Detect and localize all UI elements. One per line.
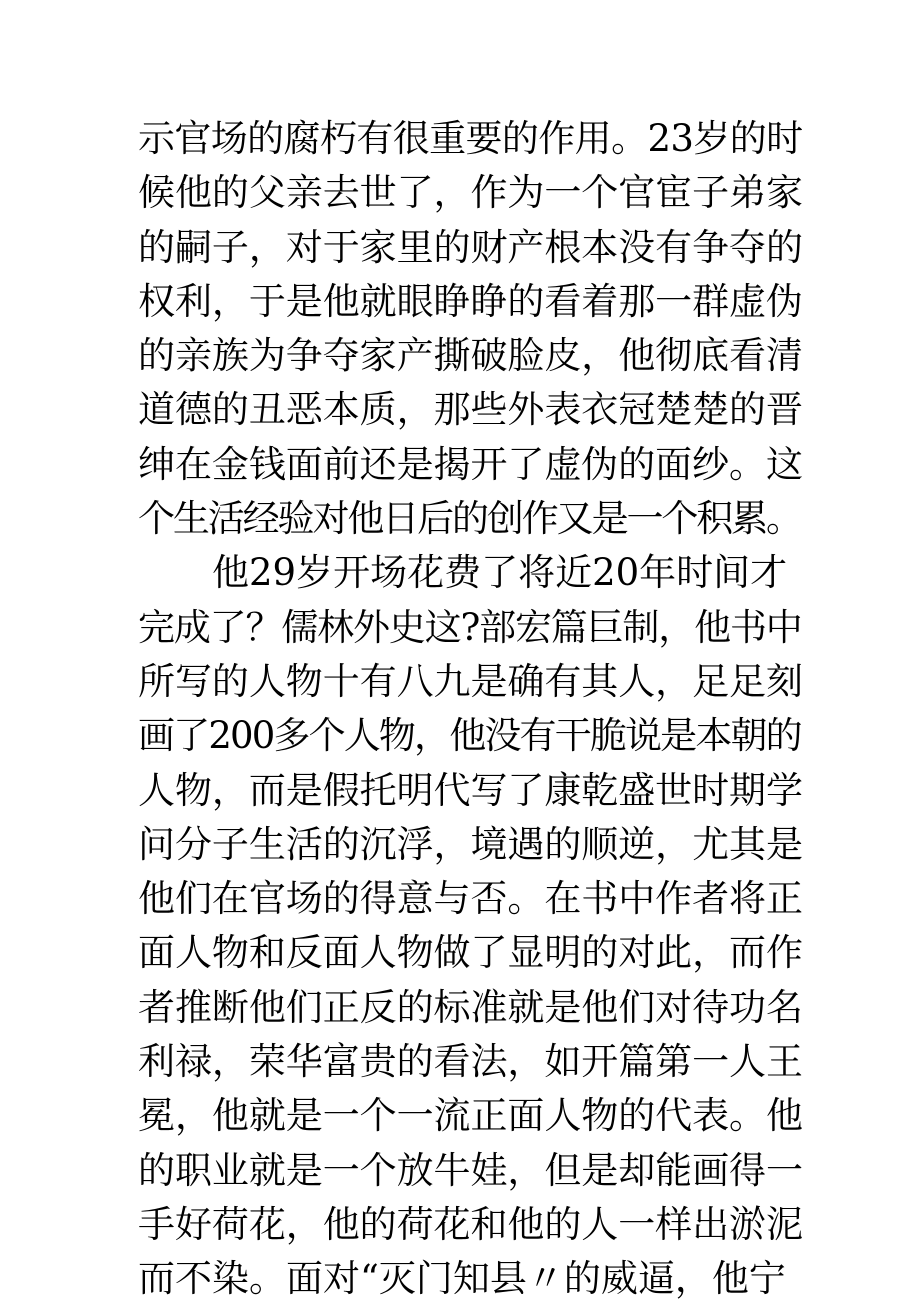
text-line: 面人物和反面人物做了显明的对此，而作 [138,931,803,975]
text-line: 完成了？儒林外史这?部宏篇巨制，他书中 [138,605,802,649]
text-line: 权利，于是他就眼睁睁的看着那一群虚伪 [138,279,803,323]
text-line: 者推断他们正反的标准就是他们对待功名 [138,985,803,1029]
text-line: 道德的丑恶本质，那些外表衣冠楚楚的晋 [138,388,803,432]
body-text [138,112,803,1307]
text-line: 问分子生活的沉浮，境遇的顺逆，尤其是 [138,822,803,866]
text-line: 的亲族为争夺家产撕破脸皮，他彻底看清 [138,334,803,378]
text-line: 手好荷花，他的荷花和他的人一样出淤泥 [138,1202,803,1246]
text-line: 他们在官场的得意与否。在书中作者将正 [138,877,803,921]
text-line: 的职业就是一个放牛娃，但是却能画得一 [138,1148,803,1192]
text-line: 他29岁开场花费了将近20年时间才 [138,551,788,595]
text-line: 而不染。面对“灭门知县〃的威逼，他宁 [138,1257,786,1301]
text-line: 示官场的腐朽有很重要的作用。23岁的时 [138,117,803,160]
text-line: 画了200多个人物，他没有干脆说是本朝的 [138,714,801,758]
text-line: 候他的父亲去世了，作为一个官宦子弟家 [138,171,803,215]
text-line: 利禄，荣华富贵的看法，如开篇第一人王 [138,1040,803,1084]
text-line: 人物，而是假托明代写了康乾盛世时期学 [138,768,803,812]
text-line: 绅在金钱面前还是揭开了虚伪的面纱。这 [138,442,803,486]
text-line: 的嗣子，对于家里的财产根本没有争夺的 [138,225,803,269]
text-line: 个生活经验对他日后的创作又是一个积累。 [138,497,801,541]
text-line: 冕，他就是一个一流正面人物的代表。他 [138,1094,803,1138]
text-line: 所写的人物十有八九是确有其人，足足刻 [138,659,803,703]
